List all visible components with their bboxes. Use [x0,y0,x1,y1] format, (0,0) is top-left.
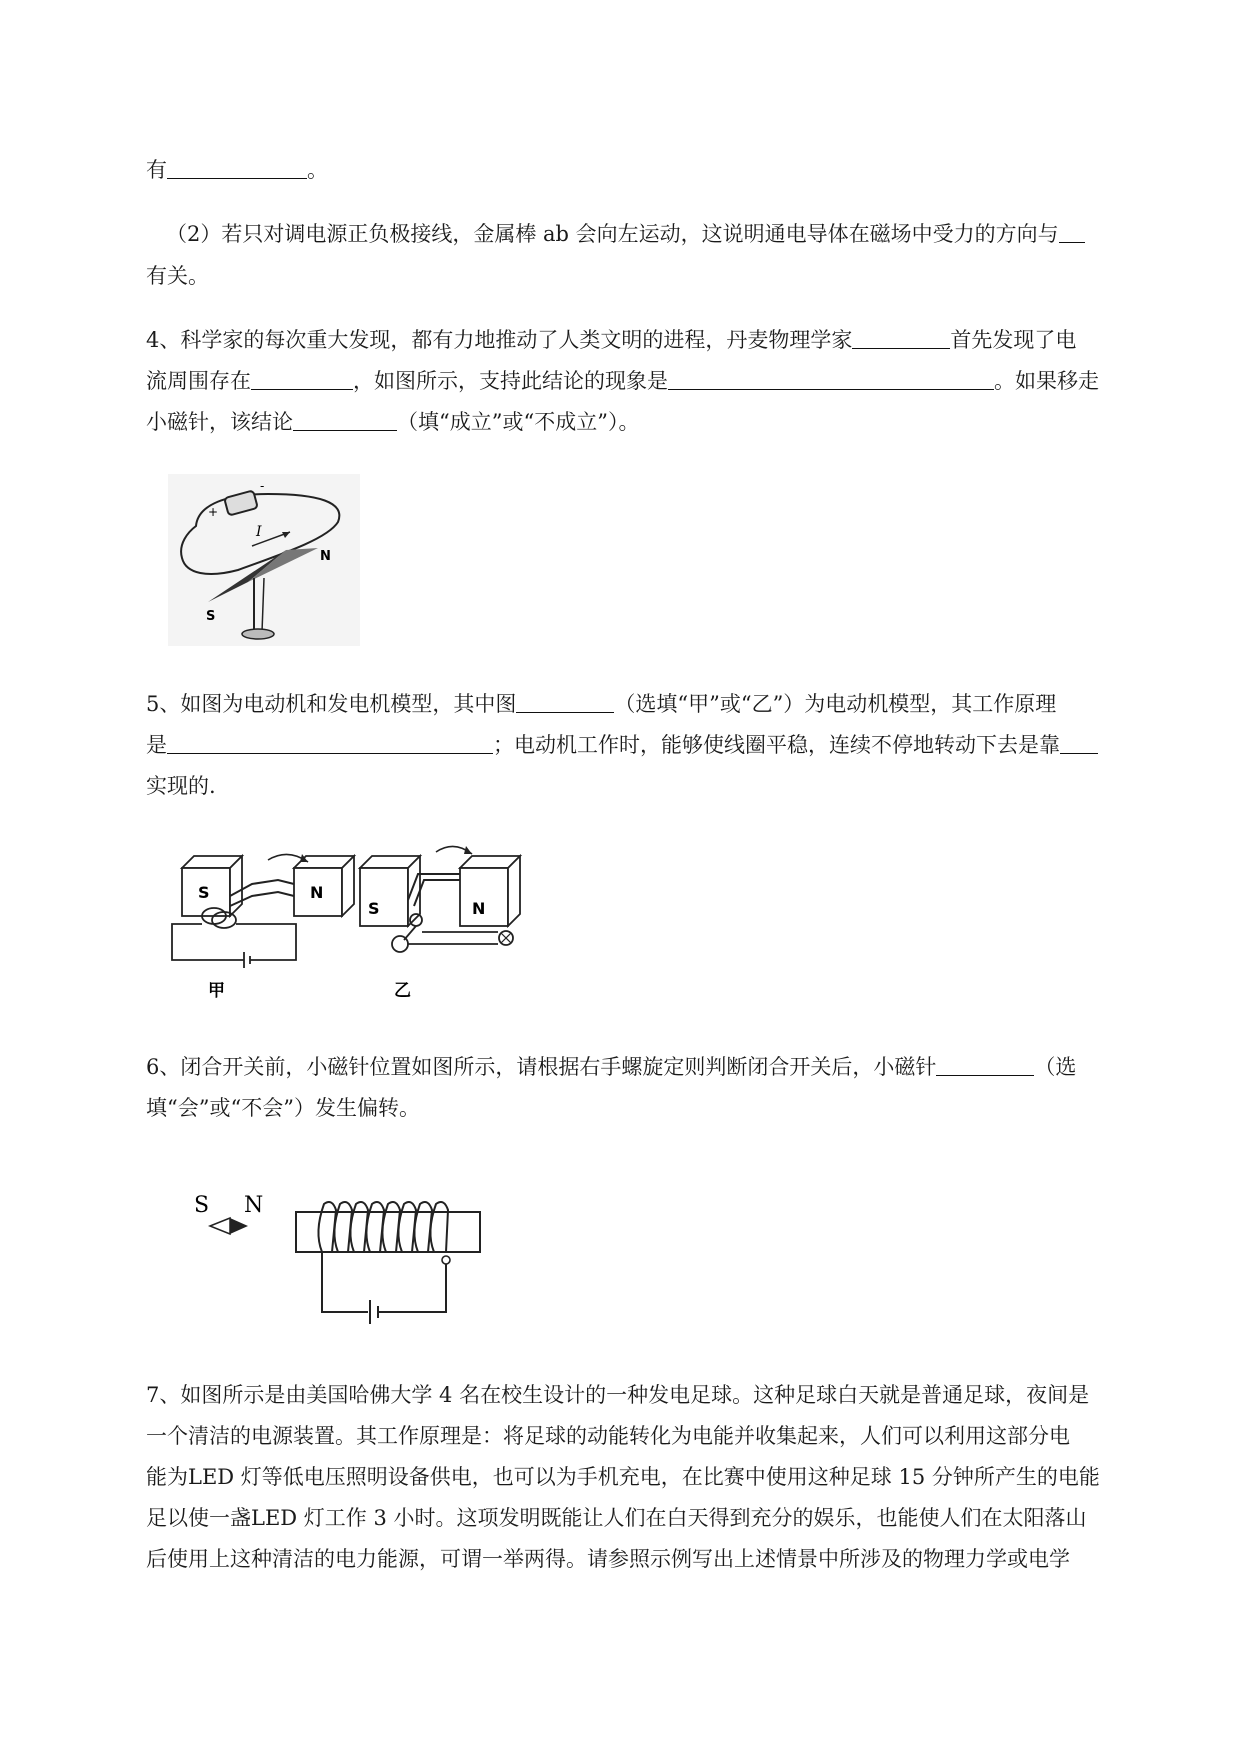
q3-text: 。 [307,158,328,182]
q7-text: 7、如图所示是由美国哈佛大学 4 名在校生设计的一种发电足球。这种足球白天就是普通足球，夜间是 [146,1383,1090,1407]
q6-answer-blank-1[interactable] [936,1053,1034,1076]
q5-answer-blank-1[interactable] [516,690,614,713]
q4-text: 。如果移走 [994,369,1099,393]
q6-line-1 [146,1053,1146,1081]
right-magnet-n-label: N [472,899,486,918]
q4-answer-blank-3[interactable] [668,367,994,390]
q3-text: （2）若只对调电源正负极接线，金属棒 ab 会向左运动，这说明通电导体在磁场中受力的方向与 [166,222,1059,246]
q3-answer-blank-2[interactable] [1059,220,1085,243]
q6-text: （选 [1034,1055,1077,1079]
q5-line-3 [146,772,1146,800]
q3-line-3 [146,262,1146,290]
q7-text: 一个清洁的电源装置。其工作原理是：将足球的动能转化为电能并收集起来，人们可以利用这部分电 [146,1424,1070,1448]
q3-text: 有 [146,158,167,182]
q7-line-3 [146,1463,1146,1491]
q5-text: （选填“甲”或“乙”）为电动机模型，其工作原理 [614,692,1057,716]
q4-text: 首先发现了电 [950,328,1077,352]
right-magnet-s-label: S [368,899,380,918]
q5-text: 是 [146,733,167,757]
q7-text: 足以使一盏LED 灯工作 3 小时。这项发明既能让人们在白天得到充分的娱乐，也能使人们在太阳落山 [146,1506,1087,1530]
q5-line-2 [146,731,1146,759]
solenoid-figure [190,1188,490,1328]
q5-text: 实现的. [146,774,216,798]
motor-generator-diagram [168,840,588,1000]
q4-text: ，如图所示，支持此结论的现象是 [353,369,668,393]
caption-yi: 乙 [394,981,411,1000]
solenoid-diagram [190,1188,490,1328]
q3-line-2 [166,220,1166,248]
q6-text: 6、闭合开关前，小磁针位置如图所示，请根据右手螺旋定则判断闭合开关后，小磁针 [146,1055,937,1079]
battery-minus-label: - [260,479,265,493]
model-yi [360,846,520,1000]
needle-north-label: N [320,549,331,564]
q4-answer-blank-1[interactable] [852,326,950,349]
q4-text: （填“成立”或“不成立”）。 [397,410,640,434]
needle-south-label: S [206,609,216,624]
q5-answer-blank-3[interactable] [1060,731,1098,754]
q7-line-1 [146,1381,1146,1409]
q4-text: 小磁针，该结论 [146,410,293,434]
q7-line-4 [146,1504,1146,1532]
battery-plus-label: + [208,505,219,519]
q3-text: 有关。 [146,264,209,288]
q7-text: 后使用上这种清洁的电力能源，可谓一举两得。请参照示例写出上述情景中所涉及的物理力学或电学 [146,1547,1070,1571]
q4-answer-blank-2[interactable] [251,367,353,390]
q3-answer-blank-1[interactable] [167,156,307,179]
q7-line-5 [146,1545,1146,1573]
left-magnet-s-label: S [198,883,210,902]
q4-line-2 [146,367,1146,395]
oersted-figure [168,474,360,646]
q5-answer-blank-2[interactable] [167,731,493,754]
q3-line-1 [146,156,1146,184]
q4-line-3 [146,408,1146,436]
caption-jia: 甲 [208,981,225,1000]
q4-text: 4、科学家的每次重大发现，都有力地推动了人类文明的进程，丹麦物理学家 [146,328,853,352]
left-magnet-n-label: N [310,883,324,902]
compass-south-label: S [194,1193,210,1218]
q6-text: 填“会”或“不会”）发生偏转。 [146,1096,420,1120]
q4-text: 流周围存在 [146,369,251,393]
q4-answer-blank-4[interactable] [293,408,397,431]
q7-line-2 [146,1422,1146,1450]
q5-line-1 [146,690,1146,718]
q5-text: 5、如图为电动机和发电机模型，其中图 [146,692,517,716]
q5-text: ；电动机工作时，能够使线圈平稳，连续不停地转动下去是靠 [493,733,1060,757]
current-label: I [256,524,262,540]
q6-line-2 [146,1094,1146,1122]
compass-north-label: N [244,1193,264,1218]
model-jia [172,854,354,1000]
oersted-diagram [168,474,360,646]
q4-line-1 [146,326,1146,354]
motor-generator-figure [168,840,588,1000]
q7-text: 能为LED 灯等低电压照明设备供电，也可以为手机充电，在比赛中使用这种足球 15 分钟所产生的电能 [146,1465,1100,1489]
